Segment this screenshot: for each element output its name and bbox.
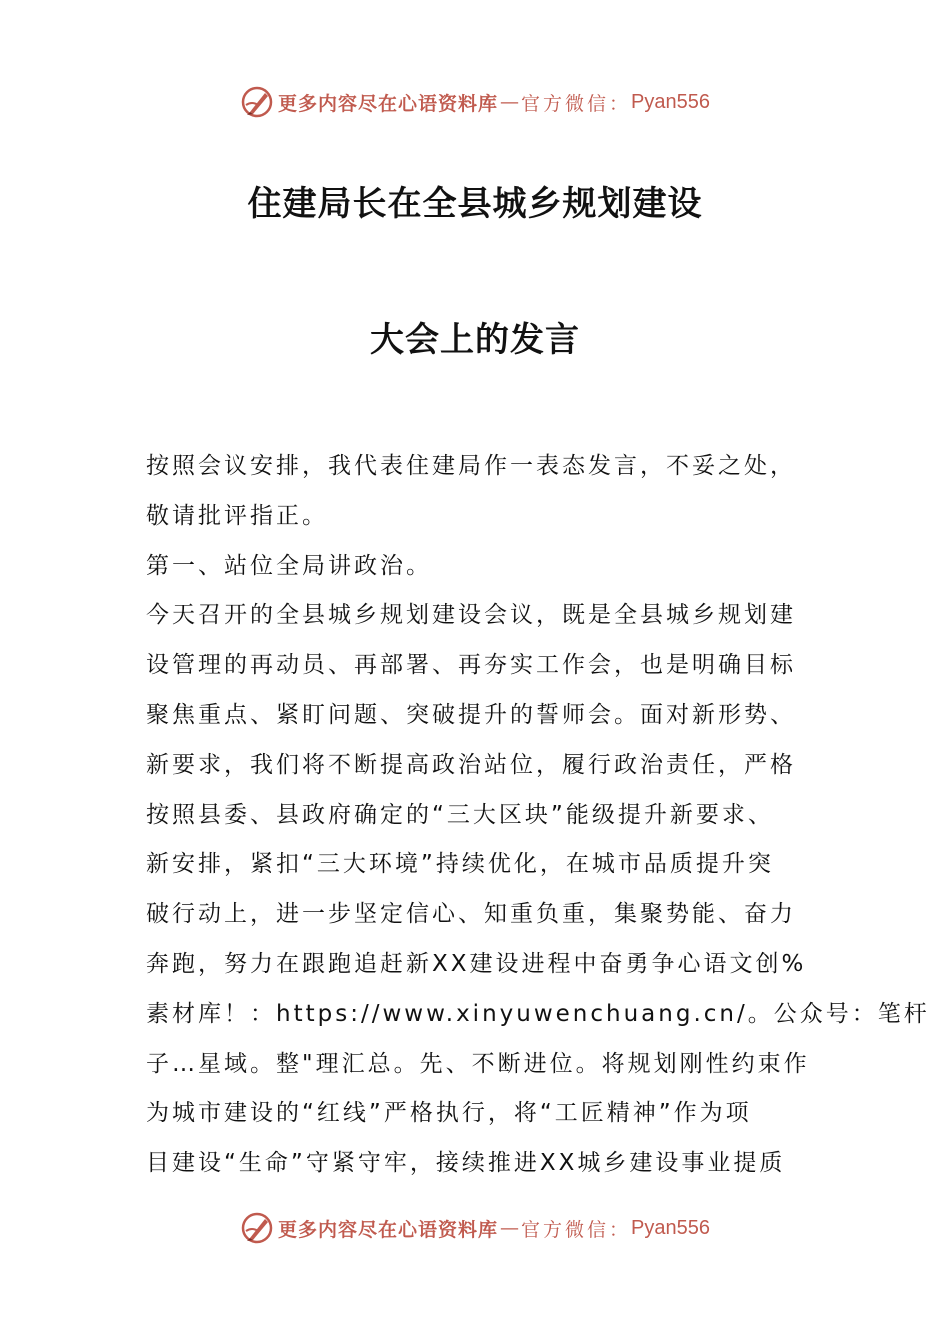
body-line: 奔跑，努力在跟跑追赶新XX建设进程中奋勇争心语文创% xyxy=(146,950,807,977)
body-line: 新安排，紧扣“三大环境”持续优化，在城市品质提升突 xyxy=(146,851,774,878)
watermark-brand: 更多内容尽在心语资料库 xyxy=(278,1218,499,1241)
watermark-wechat-label: 官方微信： xyxy=(521,1218,632,1241)
document-body xyxy=(146,442,930,1189)
watermark-wechat-label: 官方微信： xyxy=(521,92,632,115)
watermark-brand: 更多内容尽在心语资料库 xyxy=(278,92,499,115)
pen-nib-circle-icon xyxy=(240,85,274,119)
watermark-dash: — xyxy=(500,1217,520,1239)
body-line: 素材库！：https://www.xinyuwenchuang.cn/。公众号：笔杆 xyxy=(146,1000,930,1027)
body-line: 子…星域。整"理汇总。先、不断进位。将规划刚性约束作 xyxy=(146,1050,810,1077)
watermark-footer xyxy=(0,1208,950,1248)
body-line: 聚焦重点、紧盯问题、突破提升的誓师会。面对新形势、 xyxy=(146,701,796,728)
section-heading: 第一、站位全局讲政治。 xyxy=(146,552,432,579)
document-title-line-1: 住建局长在全县城乡规划建设 xyxy=(247,184,703,224)
watermark-header xyxy=(0,82,950,122)
body-line: 新要求，我们将不断提高政治站位，履行政治责任，严格 xyxy=(146,751,796,778)
body-line: 为城市建设的“红线”严格执行，将“工匠精神”作为项 xyxy=(146,1100,752,1127)
watermark-dash: — xyxy=(500,91,520,113)
pen-nib-circle-icon xyxy=(240,1211,274,1245)
watermark-wechat-id: Pyan556 xyxy=(631,1216,710,1239)
body-line: 按照县委、县政府确定的“三大区块”能级提升新要求、 xyxy=(146,801,774,828)
body-line: 设管理的再动员、再部署、再夯实工作会，也是明确目标 xyxy=(146,652,796,679)
body-line: 目建设“生命”守紧守牢，接续推进XX城乡建设事业提质 xyxy=(146,1150,786,1177)
body-line: 今天召开的全县城乡规划建设会议，既是全县城乡规划建 xyxy=(146,602,796,629)
watermark-wechat-id: Pyan556 xyxy=(631,90,710,113)
body-line: 敬请批评指正。 xyxy=(146,502,328,529)
document-title-line-2: 大会上的发言 xyxy=(370,320,580,360)
body-line: 破行动上，进一步坚定信心、知重负重，集聚势能、奋力 xyxy=(146,901,796,928)
body-line: 按照会议安排，我代表住建局作一表态发言，不妥之处， xyxy=(146,453,796,479)
